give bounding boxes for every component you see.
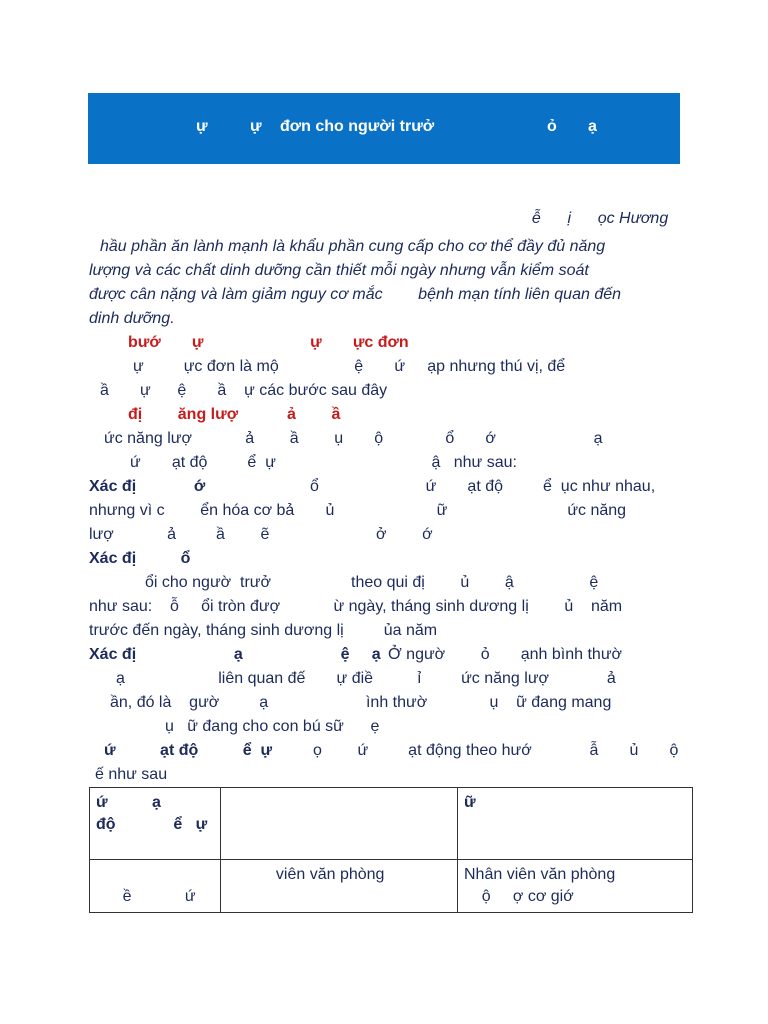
step-heading: Xác đị ạ ệ ạ: [89, 646, 381, 663]
paragraph-line: Ở ngườ ỏ ạnh bình thườ: [388, 646, 623, 663]
paragraph-line: ự ực đơn là mộ ệ ứ ạp nhưng thú vị, để: [133, 358, 566, 375]
title-part: ự: [250, 118, 262, 135]
author-part: ị: [567, 210, 572, 227]
title-part: ỏ: [547, 118, 557, 135]
paragraph-line: như sau: ỗ ổi tròn đượ ừ ngày, tháng sinh dương lị ủ năm: [89, 598, 623, 615]
step-heading: Xác đị ớ: [89, 478, 206, 495]
paragraph-line: ổi cho ngườ trưở theo qui đị ủ ậ ệ: [145, 574, 599, 591]
paragraph-line: ần, đó là gườ ạ ình thườ ụ ữ đang mang: [110, 694, 612, 711]
table-header-cell: ứ ạ độ ể ự: [90, 788, 221, 860]
title-part: đơn cho người trưở: [280, 118, 435, 135]
paragraph-line: ọ ứ ạt động theo hướ ẫ ủ ộ: [313, 742, 679, 759]
section-heading: đị ăng lượ ả ầ: [128, 406, 341, 423]
author-part: ọc Hương: [597, 210, 669, 227]
paragraph-line: ầ ự ệ ầ ự các bước sau đây: [100, 382, 388, 399]
intro-line: dinh dưỡng.: [89, 310, 175, 327]
title-part: ự: [196, 118, 208, 135]
paragraph-line: ế như sau: [95, 766, 168, 783]
table-header-cell: ữ: [458, 788, 693, 860]
intro-line: hầu phần ăn lành mạnh là khẩu phần cung cấp cho cơ thể đầy đủ năng: [100, 238, 606, 255]
table-cell: viên văn phòng: [221, 860, 458, 913]
table-row: [90, 860, 693, 913]
table-header-row: [90, 788, 693, 860]
intro-line: được cân nặng và làm giảm nguy cơ mắc bệnh mạn tính liên quan đến: [89, 286, 622, 303]
step-heading: Xác đị ổ: [89, 550, 191, 567]
activity-table: [89, 787, 693, 913]
intro-line: lượng và các chất dinh dưỡng cần thiết mỗi ngày nhưng vẫn kiểm soát: [89, 262, 589, 279]
author-part: ễ: [531, 210, 541, 227]
title-banner: [88, 93, 680, 164]
paragraph-line: nhưng vì c ển hóa cơ bả ủ ữ ức năng: [89, 502, 627, 519]
author: [523, 189, 668, 229]
paragraph-line: ức năng lượ ả ầ ụ ộ ổ ớ ạ: [104, 430, 603, 447]
paragraph-line: ổ ứ ạt độ ể ục như nhau,: [310, 478, 656, 495]
title-part: ạ: [588, 118, 597, 135]
step-heading: ứ ạt độ ể ự: [104, 742, 273, 759]
paragraph-line: lượ ả ầ ẽ ở ớ: [89, 526, 433, 543]
paragraph-line: ạ liên quan đế ự điề ỉ ức năng lượ ả: [116, 670, 616, 687]
table-cell: Nhân viên văn phòng ộ ợ cơ giớ: [458, 860, 693, 913]
paragraph-line: trước đến ngày, tháng sinh dương lị ủa năm: [89, 622, 438, 639]
table-cell: ề ứ: [90, 860, 221, 913]
paragraph-line: ứ ạt độ ể ự ậ như sau:: [130, 454, 517, 471]
section-heading: bướ ự ự ực đơn: [128, 334, 409, 351]
paragraph-line: ụ ữ đang cho con bú sữ ẹ: [165, 718, 380, 735]
table-header-cell: [221, 788, 458, 860]
